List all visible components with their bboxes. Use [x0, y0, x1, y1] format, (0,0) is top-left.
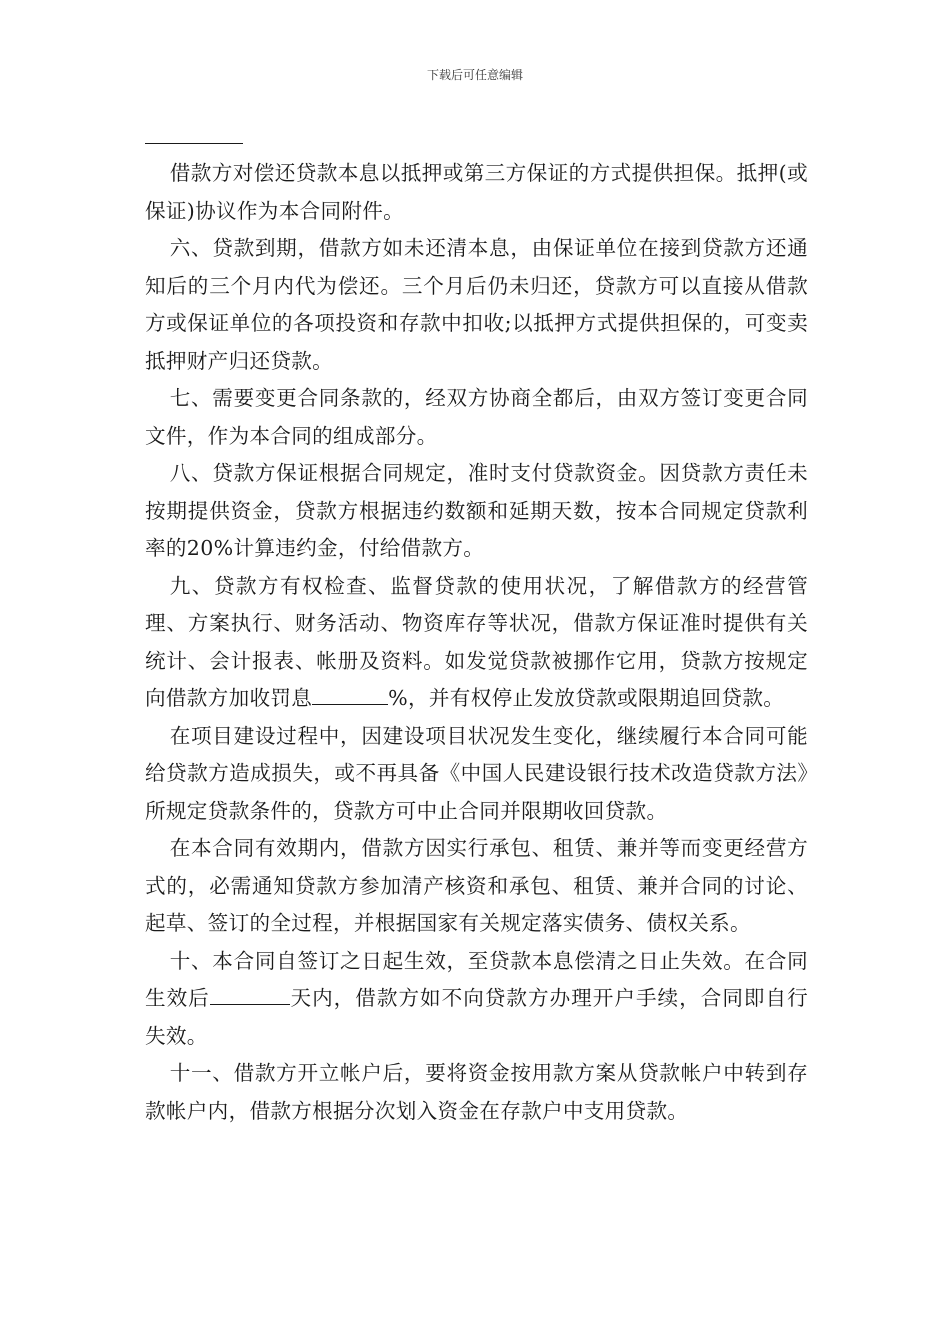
- paragraph-business-change: 在本合同有效期内，借款方因实行承包、租赁、兼并等而变更经营方式的，必需通知贷款方参加清产核资和承包、租赁、兼并合同的讨论、起草、签订的全过程，并根据国家有关规定落实债务、债权关系。: [145, 836, 808, 935]
- paragraph-project-change: 在项目建设过程中，因建设项目状况发生变化，继续履行本合同可能给贷款方造成损失，或不再具备《中国人民建设银行技术改造贷款方法》所规定贷款条件的，贷款方可中止合同并限期收回贷款。: [145, 723, 808, 823]
- page-header-note: 下载后可任意编辑: [426, 68, 523, 82]
- clause-9-text-before: 九、贷款方有权检查、监督贷款的使用状况，了解借款方的经营管理、方案执行、财务活动、物资库存等状况，借款方保证准时提供有关统计、会计报表、帐册及资料。如发觉贷款被挪作它用，贷款方按规定向借款方加收罚息: [145, 573, 808, 710]
- paragraph-clause-6: 六、贷款到期，借款方如未还清本息，由保证单位在接到贷款方还通知后的三个月内代为偿还。三个月后仍未归还，贷款方可以直接从借款方或保证单位的各项投资和存款中扣收;以抵押方式提供担保的，可变卖抵押财产归还贷款。: [145, 236, 808, 373]
- clause-10-text-before: 十、本合同自签订之日起生效，至贷款本息偿清之日止失效。在合同生效后: [145, 948, 808, 1010]
- days-blank: [210, 984, 290, 1005]
- paragraph-clause-11: 十一、借款方开立帐户后，要将资金按用款方案从贷款帐户中转到存款帐户内，借款方根据分次划入资金在存款户中支用贷款。: [145, 1061, 808, 1123]
- paragraph-guarantee: 借款方对偿还贷款本息以抵押或第三方保证的方式提供担保。抵押(或保证)协议作为本合同附件。: [145, 161, 808, 223]
- fill-in-blank-line: [145, 143, 243, 144]
- paragraph-clause-8: 八、贷款方保证根据合同规定，准时支付贷款资金。因贷款方责任未按期提供资金，贷款方根据违约数额和延期天数，按本合同规定贷款利率的20%计算违约金，付给借款方。: [145, 461, 808, 560]
- penalty-rate-blank: [312, 684, 388, 705]
- paragraph-clause-9: [145, 568, 808, 718]
- clause-9-text-after: %，并有权停止发放贷款或限期追回贷款。: [388, 686, 785, 710]
- document-body: [145, 155, 808, 1130]
- paragraph-clause-7: 七、需要变更合同条款的，经双方协商全都后，由双方签订变更合同文件，作为本合同的组成部分。: [145, 386, 808, 448]
- clause-10-text-after: 天内，借款方如不向贷款方办理开户手续，合同即自行失效。: [145, 986, 808, 1048]
- paragraph-clause-10: [145, 943, 808, 1056]
